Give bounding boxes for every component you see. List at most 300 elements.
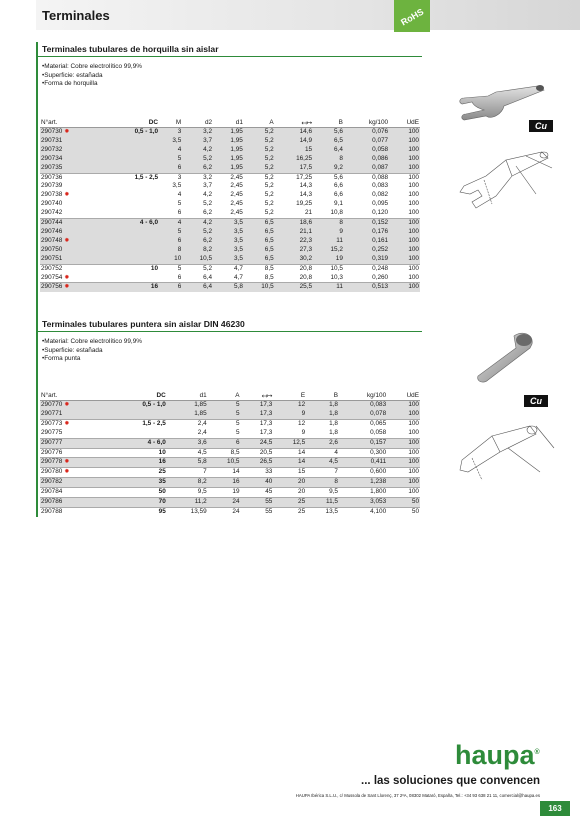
- column-header: d2: [182, 118, 213, 128]
- cross-section-cell: [105, 246, 159, 255]
- cross-section-cell: 70: [109, 498, 167, 508]
- table-cell: 100: [408, 428, 419, 436]
- table-cell: 5,2: [244, 137, 275, 146]
- star-icon: ✹: [64, 274, 70, 281]
- table-cell: 3,5: [213, 237, 244, 246]
- table-cell: 8,5: [244, 264, 275, 273]
- table-cell: 100: [408, 200, 419, 208]
- table-cell: 3,2: [182, 173, 213, 182]
- article-number-text: 290739: [41, 182, 63, 190]
- table-cell: 50: [387, 498, 420, 508]
- table-row: [40, 429, 420, 438]
- table-cell: 8: [159, 246, 182, 255]
- table-cell: 5,2: [244, 155, 275, 164]
- star-icon: ✹: [64, 237, 70, 244]
- table-cell: 11,5: [306, 498, 339, 508]
- table-cell: 14,6: [275, 128, 313, 137]
- table-row: [40, 283, 420, 292]
- table-cell: 10,5: [208, 458, 241, 468]
- article-number: [40, 191, 105, 200]
- cross-section-cell: [109, 410, 167, 419]
- table-cell: 9,5: [306, 488, 339, 498]
- table-cell: 7: [167, 468, 208, 478]
- company-address: HAUPA Ibérica S.L.U., c/ Mussola de Sant Llorenç, 37 2ºA, 08302 Mataró, España, Tel.: +34 93 638 21 11, comercial@haupa.es: [295, 793, 540, 798]
- table-row: [40, 128, 420, 137]
- column-header: d1: [213, 118, 244, 128]
- table-cell: 100: [389, 237, 420, 246]
- article-number: [40, 146, 105, 155]
- cross-section-cell: 25: [109, 468, 167, 478]
- table-cell: 5: [159, 228, 182, 237]
- table-cell: 5,2: [264, 191, 274, 199]
- cross-section-cell: [105, 182, 159, 191]
- cross-section-cell: [105, 228, 159, 237]
- table-cell: 6: [159, 164, 182, 173]
- table-cell: 100: [387, 401, 420, 410]
- table-cell: 8,2: [167, 478, 208, 488]
- article-number-text: 290735: [41, 163, 63, 171]
- table-cell: 0,152: [344, 219, 389, 228]
- table-cell: 5: [208, 410, 241, 419]
- table-cell: 4: [306, 448, 339, 458]
- table-cell: 1,8: [329, 428, 338, 436]
- table-cell: 5: [159, 155, 182, 164]
- article-number-text: 290752: [41, 264, 63, 272]
- pin-terminal-image: [456, 330, 556, 390]
- cross-section-cell: [109, 429, 167, 438]
- table-cell: 3,6: [167, 438, 208, 448]
- table-cell: 0,083: [372, 182, 389, 190]
- table-cell: 13,59: [167, 507, 208, 516]
- article-number: [40, 264, 105, 273]
- table-row: [40, 228, 420, 237]
- article-number-text: 290742: [41, 209, 63, 217]
- article-number: [40, 137, 105, 146]
- table-cell: 5: [177, 200, 182, 208]
- article-number: [40, 255, 105, 264]
- table-cell: 6: [177, 209, 182, 217]
- copper-label: Cu: [524, 395, 548, 407]
- table-row: [40, 237, 420, 246]
- table-cell: 5,8: [213, 283, 244, 292]
- feature-list: [38, 338, 422, 364]
- article-number: [40, 438, 109, 448]
- table-cell: 1,238: [339, 478, 387, 488]
- table-header-row: [40, 118, 420, 128]
- table-cell: 0,082: [372, 191, 389, 199]
- feature-item: • Material: Cobre electrolítico 99,9%: [42, 63, 422, 72]
- table-cell: 0,058: [344, 146, 389, 155]
- table-cell: 6,4: [203, 273, 213, 281]
- table-cell: 20,5: [241, 448, 274, 458]
- table-cell: 1,8: [306, 419, 339, 428]
- table-row: [40, 419, 420, 428]
- table-cell: 3,053: [339, 498, 387, 508]
- table-cell: 3: [159, 173, 182, 182]
- table-cell: 8,5: [264, 273, 274, 281]
- table-row: [40, 458, 420, 468]
- table-cell: 13,5: [306, 507, 339, 516]
- table-cell: 0,095: [372, 200, 389, 208]
- table-cell: 0,600: [339, 468, 387, 478]
- table-cell: 27,3: [275, 246, 313, 255]
- table-cell: 3,7: [182, 137, 213, 146]
- table-cell: 5,2: [182, 155, 213, 164]
- table-cell: 3,2: [182, 128, 213, 137]
- table-cell: 16: [208, 478, 241, 488]
- star-icon: ✹: [64, 192, 70, 199]
- table-cell: 6,5: [244, 246, 275, 255]
- star-icon: ✹: [64, 420, 70, 427]
- table-cell: 2,45: [230, 182, 243, 190]
- article-number: [40, 274, 105, 283]
- page-header: [36, 0, 580, 30]
- column-header: A: [244, 118, 275, 128]
- table-cell: 55: [241, 498, 274, 508]
- table-cell: 3,5: [213, 219, 244, 228]
- table-cell: 1,95: [213, 137, 244, 146]
- table-row: [40, 448, 420, 458]
- table-cell: 12: [273, 401, 306, 410]
- article-number-text: 290744: [41, 219, 63, 227]
- table-cell: 4,2: [182, 219, 213, 228]
- table-cell: 0,300: [339, 448, 387, 458]
- table-cell: 50: [387, 507, 420, 516]
- article-number-text: 290782: [41, 478, 63, 486]
- table-cell: 10,5: [244, 283, 275, 292]
- table-cell: 1,95: [213, 164, 244, 173]
- table-cell: 6,2: [182, 164, 213, 173]
- article-number-text: 290750: [41, 245, 63, 253]
- article-number-text: 290754: [41, 273, 63, 281]
- page-number: 163: [540, 801, 570, 816]
- article-number: [40, 173, 105, 182]
- article-number: [40, 246, 105, 255]
- cross-section-cell: [105, 146, 159, 155]
- table-cell: 17,3: [259, 428, 273, 436]
- section-fork-terminals: [36, 42, 422, 328]
- slogan: ... las soluciones que convencen: [361, 775, 540, 787]
- section-title: Terminales tubulares puntera sin aislar DIN 46230: [38, 317, 422, 332]
- table-cell: 3,5: [213, 255, 244, 264]
- table-cell: 2,6: [306, 438, 339, 448]
- table-cell: 100: [389, 164, 420, 173]
- table-cell: 9: [313, 228, 344, 237]
- table-cell: 0,078: [339, 410, 387, 419]
- table-cell: 1,800: [339, 488, 387, 498]
- table-cell: 1,95: [213, 146, 244, 155]
- table-row: [40, 155, 420, 164]
- cross-section-cell: [105, 155, 159, 164]
- table-cell: 25: [273, 498, 306, 508]
- cross-section-cell: [105, 164, 159, 173]
- article-number-text: 290780: [41, 468, 63, 476]
- cross-section-cell: 1,5 - 2,5: [109, 419, 167, 428]
- rohs-badge: [394, 0, 430, 32]
- table-cell: 0,083: [339, 401, 387, 410]
- table-cell: 40: [241, 478, 274, 488]
- article-number-text: 290746: [41, 227, 63, 235]
- table-cell: 5,2: [203, 200, 213, 208]
- table-cell: 17,3: [241, 401, 274, 410]
- table-cell: 100: [389, 128, 420, 137]
- table-cell: 4,2: [182, 146, 213, 155]
- cross-section-cell: 95: [109, 507, 167, 516]
- table-cell: 5: [208, 401, 241, 410]
- column-header: B: [313, 118, 344, 128]
- table-cell: 19: [313, 255, 344, 264]
- table-cell: 15: [273, 468, 306, 478]
- table-cell: 17,3: [241, 410, 274, 419]
- fork-terminal-table: [40, 118, 420, 292]
- column-header: ↤↦: [241, 391, 274, 401]
- table-cell: 1,8: [306, 410, 339, 419]
- feature-item: • Superficie: estañada: [42, 72, 422, 81]
- column-header: kg/100: [344, 118, 389, 128]
- table-cell: 9,1: [334, 200, 343, 208]
- table-row: [40, 200, 420, 209]
- cross-section-cell: [105, 255, 159, 264]
- table-cell: 6,6: [334, 182, 343, 190]
- table-cell: 26,5: [241, 458, 274, 468]
- table-cell: 33: [241, 468, 274, 478]
- article-number-text: 290784: [41, 488, 63, 496]
- table-cell: 5: [159, 264, 182, 273]
- table-row: [40, 164, 420, 173]
- table-cell: 2,4: [167, 419, 208, 428]
- table-cell: 100: [387, 438, 420, 448]
- table-cell: 8: [313, 155, 344, 164]
- column-header: UdE: [387, 391, 420, 401]
- table-cell: 8,5: [208, 448, 241, 458]
- table-cell: 2,45: [230, 200, 243, 208]
- table-cell: 100: [408, 182, 419, 190]
- table-header-row: [40, 391, 420, 401]
- table-cell: 5,2: [264, 200, 274, 208]
- table-cell: 0,058: [370, 428, 387, 436]
- table-cell: 5,6: [313, 128, 344, 137]
- table-cell: 0,248: [344, 264, 389, 273]
- table-cell: 14: [273, 448, 306, 458]
- article-number: [40, 458, 109, 468]
- article-number: [40, 200, 105, 209]
- table-cell: 16,25: [275, 155, 313, 164]
- table-cell: 0,087: [344, 164, 389, 173]
- table-cell: 25,5: [275, 283, 313, 292]
- table-cell: 6: [208, 438, 241, 448]
- table-cell: 5,2: [244, 173, 275, 182]
- table-cell: 3,5: [159, 137, 182, 146]
- table-cell: 11,2: [167, 498, 208, 508]
- table-cell: 12,5: [273, 438, 306, 448]
- table-row: [40, 478, 420, 488]
- table-cell: 4: [159, 146, 182, 155]
- table-cell: 3,5: [213, 246, 244, 255]
- cross-section-cell: [105, 137, 159, 146]
- table-cell: 100: [387, 478, 420, 488]
- table-row: [40, 209, 420, 218]
- table-cell: 100: [389, 228, 420, 237]
- cross-section-cell: 4 - 6,0: [109, 438, 167, 448]
- table-row: [40, 137, 420, 146]
- table-cell: 8: [313, 219, 344, 228]
- table-cell: 8: [306, 478, 339, 488]
- article-number-text: 290740: [41, 200, 63, 208]
- table-cell: 100: [389, 255, 420, 264]
- table-cell: 15,2: [313, 246, 344, 255]
- table-cell: 21,1: [275, 228, 313, 237]
- table-cell: 12: [273, 419, 306, 428]
- table-cell: 0,319: [344, 255, 389, 264]
- star-icon: ✹: [64, 469, 70, 476]
- article-number-text: 290775: [41, 428, 63, 436]
- table-cell: 10,8: [330, 209, 343, 217]
- haupa-logo: [455, 740, 540, 771]
- column-header: A: [208, 391, 241, 401]
- table-cell: 15: [275, 146, 313, 155]
- table-cell: 4,2: [203, 191, 213, 199]
- table-cell: 8,2: [182, 246, 213, 255]
- table-cell: 11: [313, 283, 344, 292]
- table-cell: 9,2: [313, 164, 344, 173]
- feature-list: [38, 63, 422, 89]
- table-cell: 45: [241, 488, 274, 498]
- cross-section-cell: 1,5 - 2,5: [105, 173, 159, 182]
- table-row: [40, 488, 420, 498]
- feature-item: • Forma punta: [42, 355, 422, 364]
- article-number-text: 290756: [41, 283, 63, 291]
- article-number: [40, 448, 109, 458]
- table-cell: 0,513: [344, 283, 389, 292]
- rohs-label: RoHS: [399, 6, 426, 28]
- table-cell: 1,85: [167, 401, 208, 410]
- article-number-text: 290773: [41, 419, 63, 427]
- article-number-text: 290751: [41, 254, 63, 262]
- table-row: [40, 255, 420, 264]
- table-cell: 5,2: [244, 128, 275, 137]
- table-cell: 4,5: [167, 448, 208, 458]
- article-number: [40, 209, 105, 218]
- table-cell: 4,7: [213, 264, 244, 273]
- page-title: Terminales: [42, 8, 110, 23]
- pin-terminal-drawing: [452, 418, 562, 484]
- article-number-text: 290731: [41, 136, 63, 144]
- table-cell: 100: [389, 146, 420, 155]
- table-row: [40, 146, 420, 155]
- table-cell: 100: [408, 273, 419, 281]
- table-cell: 5,2: [264, 209, 274, 217]
- table-cell: 6: [159, 283, 182, 292]
- cross-section-cell: 35: [109, 478, 167, 488]
- table-cell: 6,2: [203, 209, 213, 217]
- table-cell: 7: [306, 468, 339, 478]
- cross-section-cell: [105, 274, 159, 283]
- table-cell: 100: [389, 264, 420, 273]
- table-cell: 11: [313, 237, 344, 246]
- table-cell: 6,5: [244, 219, 275, 228]
- table-cell: 0,252: [344, 246, 389, 255]
- article-number-text: 290776: [41, 448, 63, 456]
- article-number: [40, 219, 105, 228]
- column-header: ↤↦: [275, 118, 313, 128]
- copper-label: Cu: [529, 120, 553, 132]
- column-header: M: [159, 118, 182, 128]
- article-number-text: 290734: [41, 154, 63, 162]
- table-cell: 6,4: [182, 283, 213, 292]
- section-pin-terminals: [36, 317, 422, 517]
- table-cell: 0,065: [339, 419, 387, 428]
- article-number: [40, 228, 105, 237]
- table-cell: 25: [273, 507, 306, 516]
- cross-section-cell: 0,5 - 1,0: [109, 401, 167, 410]
- column-header: B: [306, 391, 339, 401]
- article-number: [40, 401, 109, 410]
- table-cell: 17,25: [275, 173, 313, 182]
- table-cell: 0,120: [372, 209, 389, 217]
- table-cell: 22,3: [275, 237, 313, 246]
- article-number: [40, 237, 105, 246]
- table-cell: 30,2: [275, 255, 313, 264]
- table-cell: 55: [241, 507, 274, 516]
- table-cell: 1,95: [213, 128, 244, 137]
- table-cell: 10,5: [182, 255, 213, 264]
- table-cell: 3,7: [203, 182, 213, 190]
- pin-terminal-table: [40, 391, 420, 517]
- article-number: [40, 507, 109, 516]
- table-row: [40, 401, 420, 410]
- table-cell: 14: [208, 468, 241, 478]
- feature-item: • Material: Cobre electrolítico 99,9%: [42, 338, 422, 347]
- table-cell: 0,411: [339, 458, 387, 468]
- table-cell: 9: [301, 428, 306, 436]
- star-icon: ✹: [64, 402, 70, 408]
- cross-section-cell: [105, 200, 159, 209]
- cross-section-cell: [105, 209, 159, 218]
- table-cell: 0,161: [344, 237, 389, 246]
- table-cell: 100: [387, 410, 420, 419]
- table-cell: 6: [159, 237, 182, 246]
- star-icon: ✹: [64, 129, 70, 135]
- table-cell: 20: [273, 478, 306, 488]
- cross-section-cell: 10: [109, 448, 167, 458]
- table-cell: 5,2: [244, 146, 275, 155]
- feature-item: • Superficie: estañada: [42, 347, 422, 356]
- table-cell: 100: [387, 419, 420, 428]
- table-cell: 100: [387, 488, 420, 498]
- article-number: [40, 468, 109, 478]
- table-row: [40, 264, 420, 273]
- table-cell: 20,8: [299, 273, 313, 281]
- table-cell: 9,5: [167, 488, 208, 498]
- table-cell: 17,5: [275, 164, 313, 173]
- table-cell: 4,7: [233, 273, 243, 281]
- column-header: DC: [105, 118, 159, 128]
- article-number: [40, 182, 105, 191]
- table-cell: 19: [208, 488, 241, 498]
- table-cell: 6: [177, 273, 182, 281]
- table-cell: 6,5: [244, 228, 275, 237]
- table-cell: 10,5: [313, 264, 344, 273]
- table-row: [40, 468, 420, 478]
- article-number: [40, 498, 109, 508]
- table-cell: 3,5: [213, 228, 244, 237]
- article-number-text: 290786: [41, 498, 63, 506]
- article-number: [40, 410, 109, 419]
- article-number: [40, 429, 109, 438]
- column-header: d1: [167, 391, 208, 401]
- table-cell: 2,4: [197, 428, 207, 436]
- cross-section-cell: [105, 237, 159, 246]
